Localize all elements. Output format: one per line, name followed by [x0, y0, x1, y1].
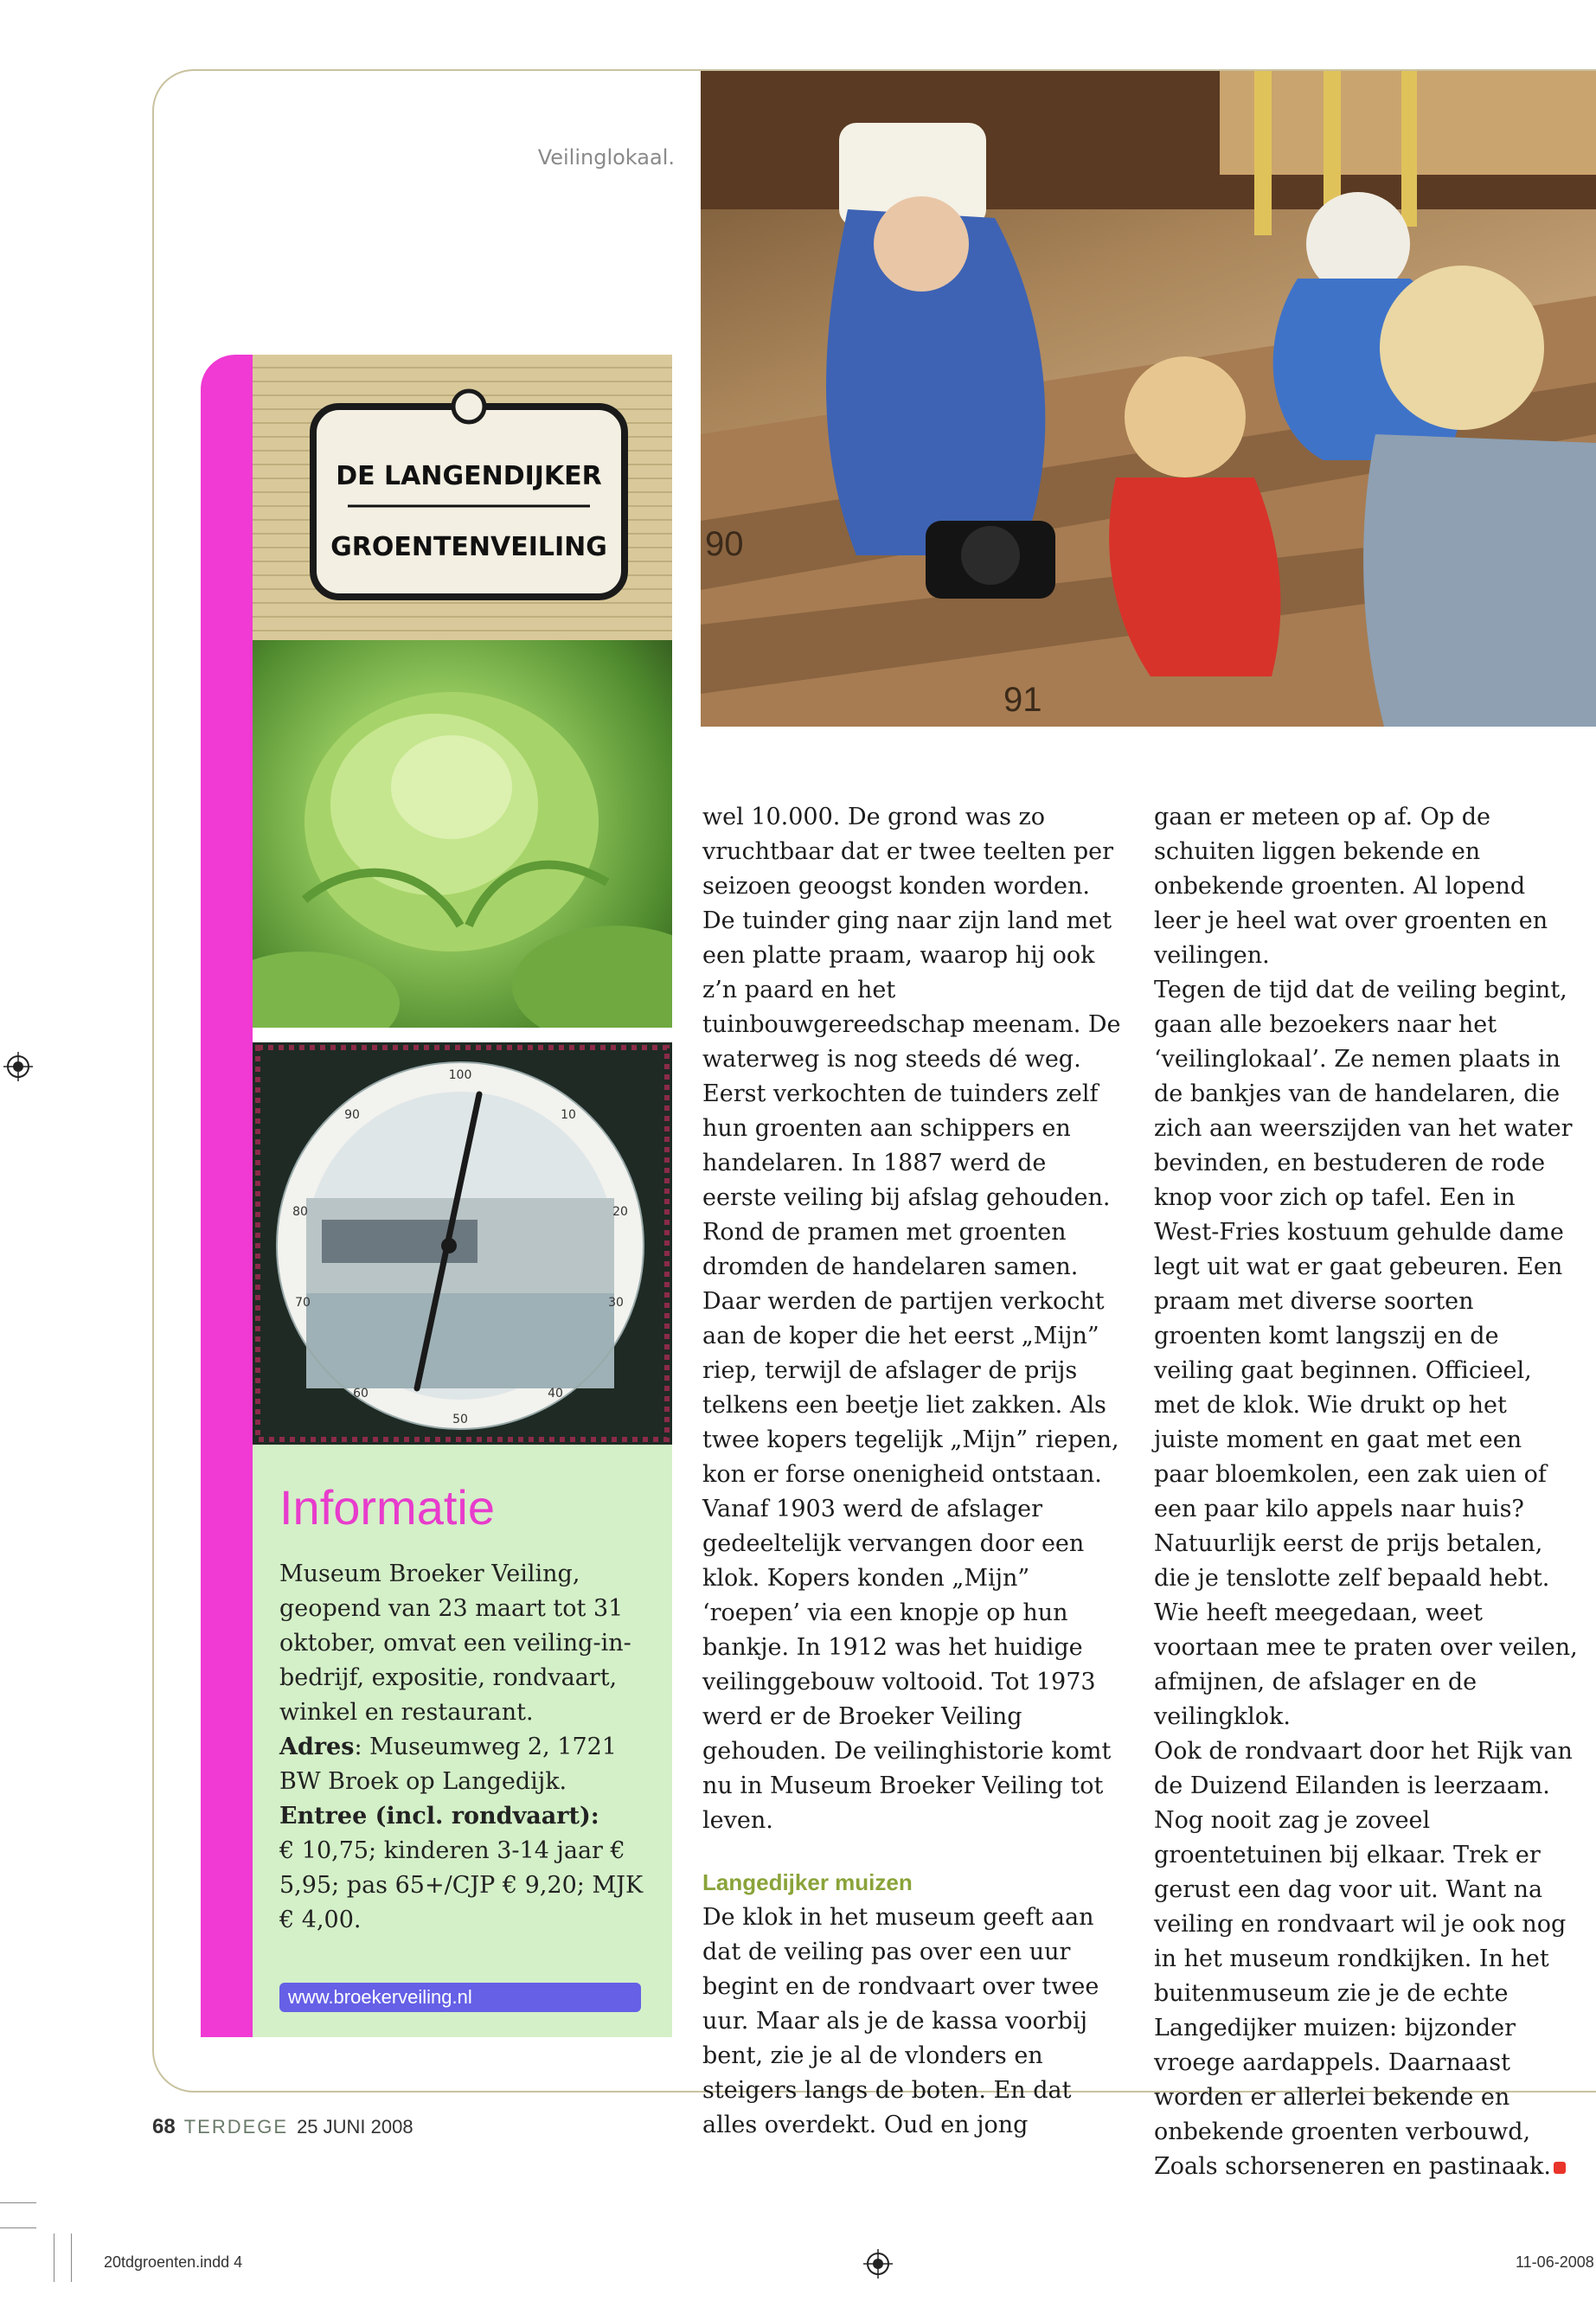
- auction-clock-photo: [253, 1042, 672, 1445]
- page-number: 68: [152, 2115, 176, 2138]
- lettuce-illustration: [253, 640, 672, 1028]
- crop-mark: [71, 2234, 72, 2282]
- auction-room-photo: [701, 71, 1596, 727]
- dial-number-30: 30: [608, 1296, 624, 1310]
- issue-date: 25 JUNI 2008: [297, 2116, 413, 2138]
- dial-number-60: 60: [353, 1387, 369, 1400]
- article-paragraph: Vanaf 1903 werd de afslager gedeeltelijk vervangen door een klok. Kopers konden „Mijn” ‘roepen’ via een knopje op hun bankje. In 1912 was het huidige veilinggebouw voltooid. Tot 1973 werd er de Broeker Veiling gehouden. De veilinghistorie komt nu in Museum Broeker Veiling tot leven.: [702, 1496, 1112, 1834]
- sign-illustration: [253, 355, 672, 640]
- article-subheading: Langedijker muizen: [702, 1869, 913, 1895]
- photo-caption: Veilinglokaal.: [537, 145, 675, 170]
- info-address-text: : Museumweg 2, 1721 BW Broek op Langedijk.: [279, 1734, 617, 1795]
- lettuce-photo: [253, 640, 672, 1028]
- article-column-2: [1154, 800, 1578, 2184]
- page-footer: [152, 2115, 413, 2139]
- info-address-label: Adres: [279, 1734, 355, 1760]
- dial-number-40: 40: [548, 1387, 563, 1400]
- info-entree-label: Entree (incl. rondvaart):: [279, 1803, 599, 1830]
- info-description: Museum Broeker Veiling, geopend van 23 maart tot 31 oktober, omvat een veiling-in-bedrijf, expositie, rondvaart, winkel en restaurant.: [279, 1561, 631, 1726]
- dial-number-10: 10: [561, 1108, 576, 1122]
- article-final-text: Ook de rondvaart door het Rijk van de Duizend Eilanden is leerzaam. Nog nooit zag je zoveel groentetuinen bij elkaar. Trek er gerust een dag voor uit. Want na veiling en rondvaart wil je ook nog in het museum rondkijken. In het buitenmuseum zie je de echte Langedijker muizen: bijzonder vroege aardappels. Daarnaast worden er allerlei bekende en onbekende groenten verbouwd, Zoals schorseneren en pastinaak.: [1154, 1738, 1573, 2180]
- slug-filename: 20tdgroenten.indd 4: [104, 2253, 243, 2271]
- crop-mark: [0, 2227, 36, 2228]
- veiling-sign-photo: [253, 355, 672, 640]
- info-entree-text: € 10,75; kinderen 3-14 jaar € 5,95; pas 65+/CJP € 9,20; MJK € 4,00.: [279, 1837, 644, 1933]
- dial-number-70: 70: [295, 1296, 311, 1310]
- auction-room-illustration: [701, 71, 1596, 727]
- registration-mark-icon: [3, 1052, 33, 1081]
- info-entree: [279, 1799, 660, 1938]
- website-link[interactable]: www.broekerveiling.nl: [279, 1983, 641, 2012]
- crop-mark: [0, 2202, 36, 2203]
- dial-number-90: 90: [344, 1108, 360, 1122]
- sign-line-2: GROENTENVEILING: [330, 532, 607, 562]
- dial-number-20: 20: [612, 1205, 628, 1219]
- slug-date: 11-06-2008: [1516, 2253, 1594, 2271]
- desk-number-91: 91: [1003, 681, 1042, 719]
- sidebar-accent-bar: [201, 355, 253, 2037]
- dial-number-50: 50: [452, 1413, 468, 1426]
- magazine-name: TERDEGE: [183, 2116, 289, 2138]
- registration-mark-icon: [863, 2249, 893, 2279]
- end-mark-icon: [1554, 2162, 1566, 2174]
- info-address: [279, 1730, 660, 1799]
- article-column-1: [702, 800, 1126, 2143]
- dial-number-100: 100: [448, 1068, 472, 1082]
- info-body: [279, 1557, 660, 1938]
- desk-number-90: 90: [705, 525, 744, 563]
- article-paragraph: De klok in het museum geeft aan dat de veiling pas over een uur begint en de rondvaart over twee uur. Maar als je de kassa voorbij bent, zie je al de vlonders en steigers langs de boten. En dat alles overdekt. Oud en jong: [702, 1904, 1099, 2138]
- sign-line-1: DE LANGENDIJKER: [336, 461, 602, 491]
- article-paragraph: Tegen de tijd dat de veiling begint, gaan alle bezoekers naar het ‘veilinglokaal’. Ze nemen plaats in de bankjes van de handelaren, die zich aan weerszijden van het water bevinden, en bestuderen de rode knop voor zich op tafel. Een in West-Fries kostuum gehulde dame legt uit wat er gaat gebeuren. Een praam met diverse soorten groenten komt langszij en de veiling gaat beginnen. Officieel, met de klok. Wie drukt op het juiste moment en gaat met een paar bloemkolen, een zak uien of een paar kilo appels naar huis? Natuurlijk eerst de prijs betalen, die je tenslotte zelf bepaald hebt. Wie heeft meegedaan, weet voortaan mee te praten over veilen, afmijnen, de afslager en de veilingklok.: [1154, 977, 1578, 1730]
- article-paragraph: wel 10.000. De grond was zo vruchtbaar dat er twee teelten per seizoen geoogst konden worden. De tuinder ging naar zijn land met een platte praam, waarop hij ook z’n paard en het tuinbouwgereedschap meenam. De waterweg is nog steeds dé weg. Eerst verkochten de tuinders zelf hun groenten aan schippers en handelaren. In 1887 werd de eerste veiling bij afslag gehouden. Rond de pramen met groenten dromden de handelaren samen. Daar werden de partijen verkocht aan de koper die het eerst „Mijn” riep, terwijl de afslager de prijs telkens een beetje liet zakken. Als twee kopers tegelijk „Mijn” riepen, kon er forse onenigheid ontstaan.: [702, 804, 1121, 1488]
- info-title: Informatie: [279, 1480, 495, 1535]
- auction-clock-illustration: [253, 1042, 672, 1445]
- article-paragraph: [1154, 1734, 1578, 2184]
- article-paragraph: gaan er meteen op af. Op de schuiten liggen bekende en onbekende groenten. Al lopend leer je heel wat over groenten en veilingen.: [1154, 804, 1548, 969]
- dial-number-80: 80: [292, 1205, 308, 1219]
